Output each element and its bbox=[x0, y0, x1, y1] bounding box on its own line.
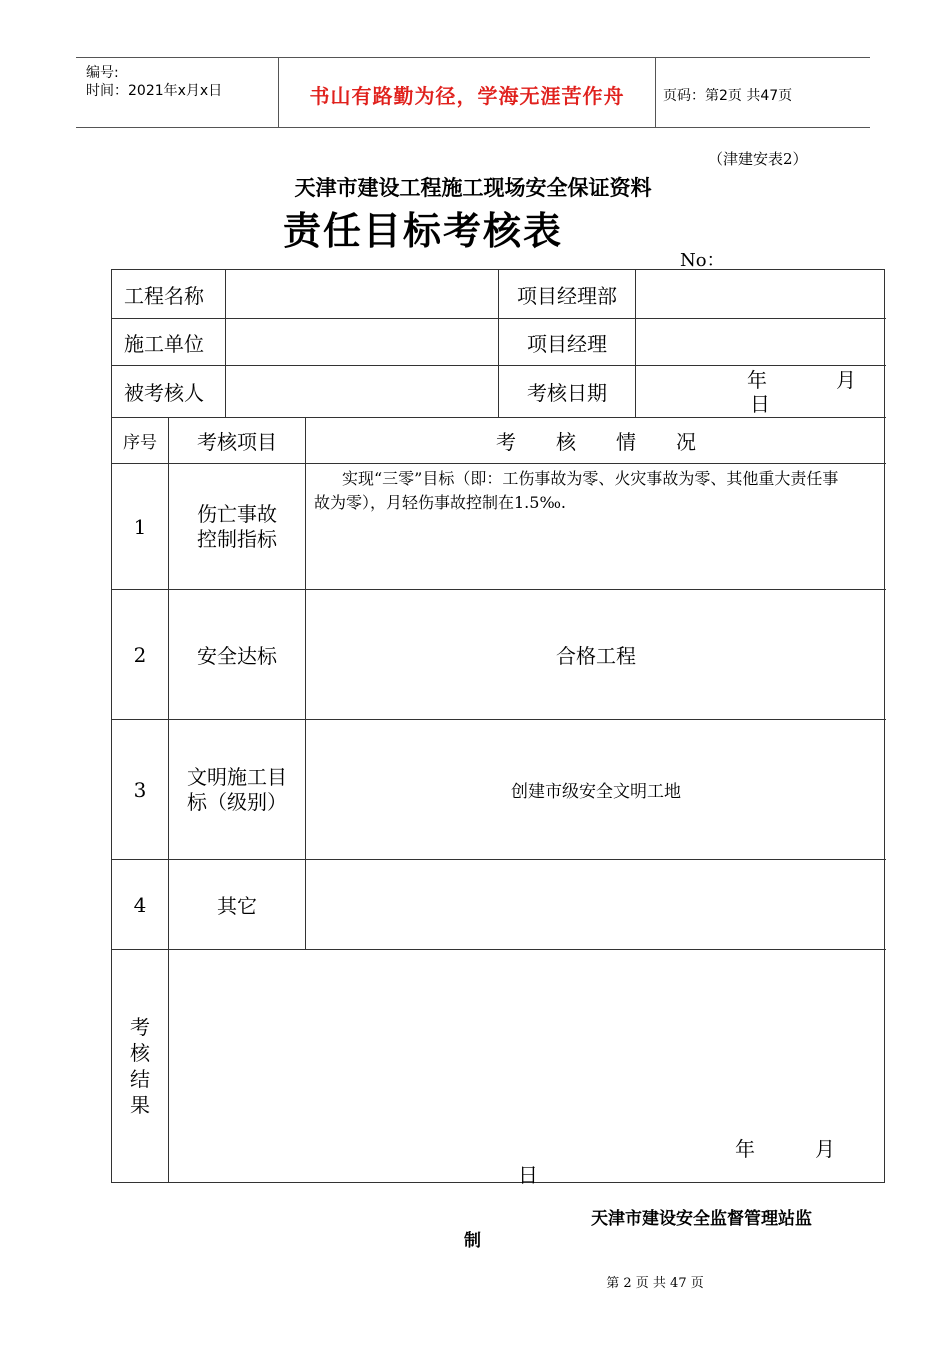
construction-unit-value[interactable] bbox=[226, 319, 499, 366]
row-4-content[interactable] bbox=[306, 860, 886, 950]
row-1-seq: 1 bbox=[112, 464, 169, 590]
form-title-text: 责任目标考核表 bbox=[282, 208, 563, 253]
column-header-item: 考核项目 bbox=[169, 418, 306, 464]
result-day: 日 bbox=[518, 1163, 538, 1187]
assess-date-label: 考核日期 bbox=[499, 366, 636, 418]
row-3-seq: 3 bbox=[112, 720, 169, 860]
result-label-cell bbox=[112, 950, 169, 1182]
row-4-item: 其它 bbox=[169, 860, 306, 950]
row-2-item: 安全达标 bbox=[169, 590, 306, 720]
project-manager-value[interactable] bbox=[636, 319, 886, 366]
page-footer bbox=[0, 1272, 950, 1291]
assess-date-day: 日 bbox=[750, 392, 770, 416]
project-name-value[interactable] bbox=[226, 270, 499, 319]
column-header-status: 考 核 情 况 bbox=[306, 418, 886, 464]
row-2-content: 合格工程 bbox=[306, 590, 886, 720]
document-number-label: 编号: bbox=[86, 65, 119, 81]
project-manager-label: 项目经理 bbox=[499, 319, 636, 366]
assess-date-month: 月 bbox=[836, 368, 856, 392]
row-3-content: 创建市级安全文明工地 bbox=[306, 720, 886, 860]
result-label: 考核结果 bbox=[130, 1015, 150, 1117]
assess-date-value[interactable] bbox=[636, 366, 886, 418]
row-3-item: 文明施工目标（级别） bbox=[169, 720, 306, 860]
page-header bbox=[76, 57, 870, 128]
row-2-seq: 2 bbox=[112, 590, 169, 720]
page-footer-text: 第 2 页 共 47 页 bbox=[606, 1276, 704, 1291]
serial-number-label: No： bbox=[680, 250, 725, 271]
result-value[interactable] bbox=[169, 950, 886, 1187]
project-dept-label: 项目经理部 bbox=[499, 270, 636, 319]
row-4-seq: 4 bbox=[112, 860, 169, 950]
form-code: （津建安表2） bbox=[708, 150, 808, 168]
assessee-label: 被考核人 bbox=[112, 366, 226, 418]
construction-unit-label: 施工单位 bbox=[112, 319, 226, 366]
form-title bbox=[0, 200, 950, 255]
issuer-line-2: 制 bbox=[464, 1231, 481, 1251]
row-1-content: 实现“三零”目标（即：工伤事故为零、火灾事故为零、其他重大责任事故为零），月轻伤事故控制在1.5‰. bbox=[306, 464, 886, 590]
assessee-value[interactable] bbox=[226, 366, 499, 418]
header-motto-cell bbox=[278, 58, 656, 127]
result-year: 年 bbox=[735, 1137, 755, 1161]
column-header-seq: 序号 bbox=[112, 418, 169, 464]
result-month: 月 bbox=[815, 1137, 835, 1161]
issuer-line-1: 天津市建设安全监督管理站监 bbox=[591, 1209, 812, 1229]
header-right-cell bbox=[655, 58, 870, 127]
row-1-item: 伤亡事故控制指标 bbox=[169, 464, 306, 590]
project-dept-value[interactable] bbox=[636, 270, 886, 319]
document-title-text: 天津市建设工程施工现场安全保证资料 bbox=[294, 175, 652, 200]
assess-date-year: 年 bbox=[747, 368, 767, 392]
header-left-cell bbox=[76, 58, 278, 127]
document-time-label: 时间：2021年x月x日 bbox=[86, 83, 223, 99]
header-motto: 书山有路勤为径，学海无涯苦作舟 bbox=[309, 84, 625, 108]
header-page-info: 页码：第2页 共47页 bbox=[663, 88, 793, 104]
assessment-table bbox=[111, 269, 885, 1187]
document-title bbox=[0, 172, 950, 202]
project-name-label: 工程名称 bbox=[112, 270, 226, 319]
